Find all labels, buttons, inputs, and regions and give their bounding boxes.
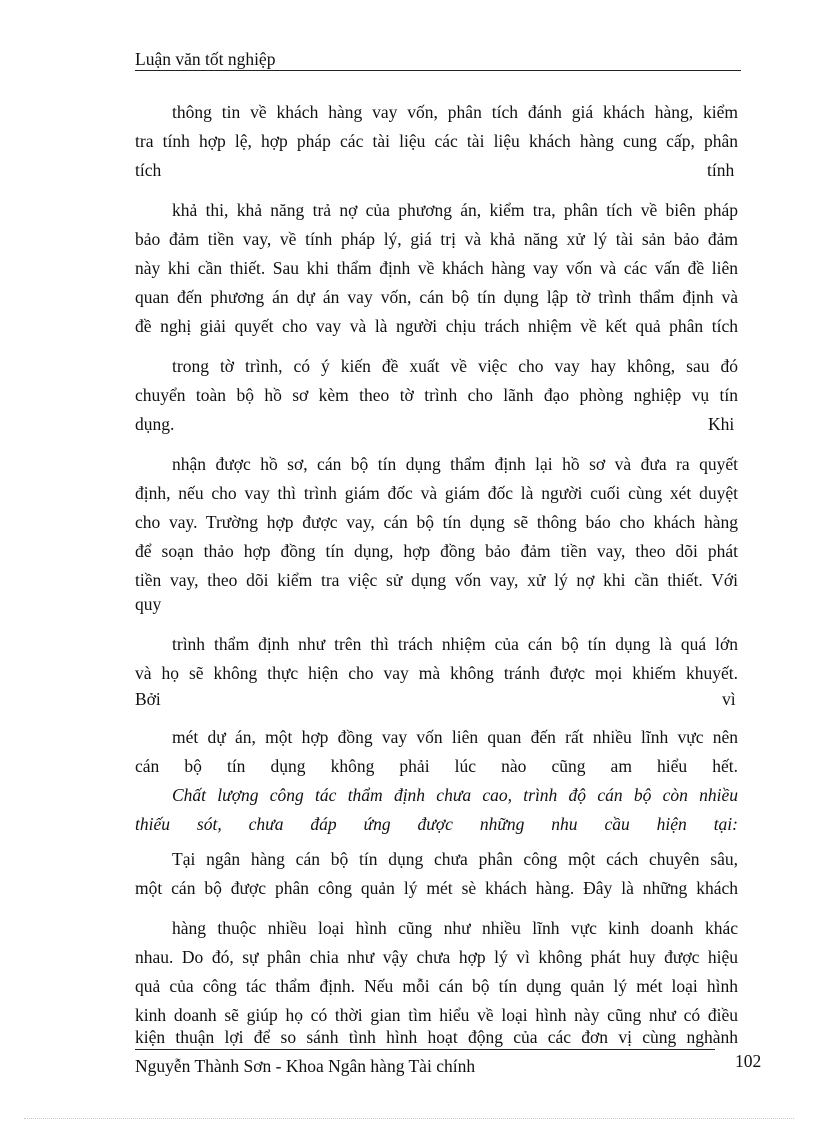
- text-line: định, nếu cho vay thì trình giám đốc và giám đốc là người cuối cùng xét duyệt: [135, 483, 738, 503]
- text-line: hàng thuộc nhiều loại hình cũng như nhiều lĩnh vực kinh doanh khác: [172, 918, 738, 938]
- text-line: một cán bộ được phân công quản lý mét sè khách hàng. Đây là những khách: [135, 878, 738, 898]
- text-line: vì: [722, 689, 736, 709]
- page-header: [135, 48, 741, 71]
- page-edge-divider: [24, 1118, 794, 1119]
- text-line: cho vay. Trường hợp được vay, cán bộ tín dụng sẽ thông báo cho khách hàng: [135, 512, 738, 532]
- text-line: kinh doanh sẽ giúp họ có thời gian tìm hiểu về loại hình này cũng như có điều: [135, 1005, 738, 1025]
- footer-divider: [135, 1049, 715, 1050]
- text-line: kiện thuận lợi để so sánh tình hình hoạt động của các đơn vị cùng nghành: [135, 1027, 738, 1047]
- text-line: quy: [135, 594, 162, 614]
- text-line: tích: [135, 160, 162, 180]
- text-line: nhau. Do đó, sự phân chia như vậy chưa hợp lý vì không phát huy được hiệu: [135, 947, 738, 967]
- text-line: bảo đảm tiền vay, về tính pháp lý, giá trị và khả năng xử lý tài sản bảo đảm: [135, 229, 738, 249]
- text-line: dụng.: [135, 414, 175, 434]
- footer-author: Nguyễn Thành Sơn - Khoa Ngân hàng Tài chính: [135, 1056, 476, 1076]
- text-line: Tại ngân hàng cán bộ tín dụng chưa phân công một cách chuyên sâu,: [172, 849, 738, 869]
- text-line: tiền vay, theo dõi kiểm tra việc sử dụng vốn vay, xử lý nợ khi cần thiết. Với: [135, 570, 738, 590]
- text-line: quan đến phương án dự án vay vốn, cán bộ tín dụng lập tờ trình thẩm định và: [135, 287, 738, 307]
- text-line: cán bộ tín dụng không phải lúc nào cũng am hiểu hết.: [135, 756, 738, 776]
- text-line: trong tờ trình, có ý kiến đề xuất về việc cho vay hay không, sau đó: [172, 356, 738, 376]
- text-line: khả thi, khả năng trả nợ của phương án, kiểm tra, phân tích về biên pháp: [172, 200, 738, 220]
- text-line: để soạn thảo hợp đồng tín dụng, hợp đồng bảo đảm tiền vay, theo dõi phát: [135, 541, 738, 561]
- text-line: tra tính hợp lệ, hợp pháp các tài liệu các tài liệu khách hàng cung cấp, phân: [135, 131, 738, 151]
- text-line: này khi cần thiết. Sau khi thẩm định về khách hàng vay vốn và các vấn đề liên: [135, 258, 738, 278]
- page-number: 102: [735, 1051, 762, 1071]
- text-line: nhận được hồ sơ, cán bộ tín dụng thẩm định lại hồ sơ và đưa ra quyết: [172, 454, 738, 474]
- text-line: Bởi: [135, 689, 161, 709]
- text-line: chuyển toàn bộ hồ sơ kèm theo tờ trình cho lãnh đạo phòng nghiệp vụ tín: [135, 385, 738, 405]
- text-line: thông tin về khách hàng vay vốn, phân tích đánh giá khách hàng, kiểm: [172, 102, 738, 122]
- text-line: tính: [707, 160, 735, 180]
- text-line-italic: thiếu sót, chưa đáp ứng được những nhu cầu hiện tại:: [135, 814, 738, 834]
- text-line: đề nghị giải quyết cho vay và là người chịu trách nhiệm về kết quả phân tích: [135, 316, 738, 336]
- text-line-italic: Chất lượng công tác thẩm định chưa cao, trình độ cán bộ còn nhiều: [172, 785, 738, 805]
- header-title: Luận văn tốt nghiệp: [135, 49, 276, 69]
- text-line: mét dự án, một hợp đồng vay vốn liên quan đến rất nhiều lĩnh vực nên: [172, 727, 738, 747]
- text-line: và họ sẽ không thực hiện cho vay mà không tránh được mọi khiếm khuyết.: [135, 663, 738, 683]
- text-line: trình thẩm định như trên thì trách nhiệm của cán bộ tín dụng là quá lớn: [172, 634, 738, 654]
- text-line: Khi: [708, 414, 735, 434]
- text-line: quả của công tác thẩm định. Nếu mỗi cán bộ tín dụng quản lý mét loại hình: [135, 976, 738, 996]
